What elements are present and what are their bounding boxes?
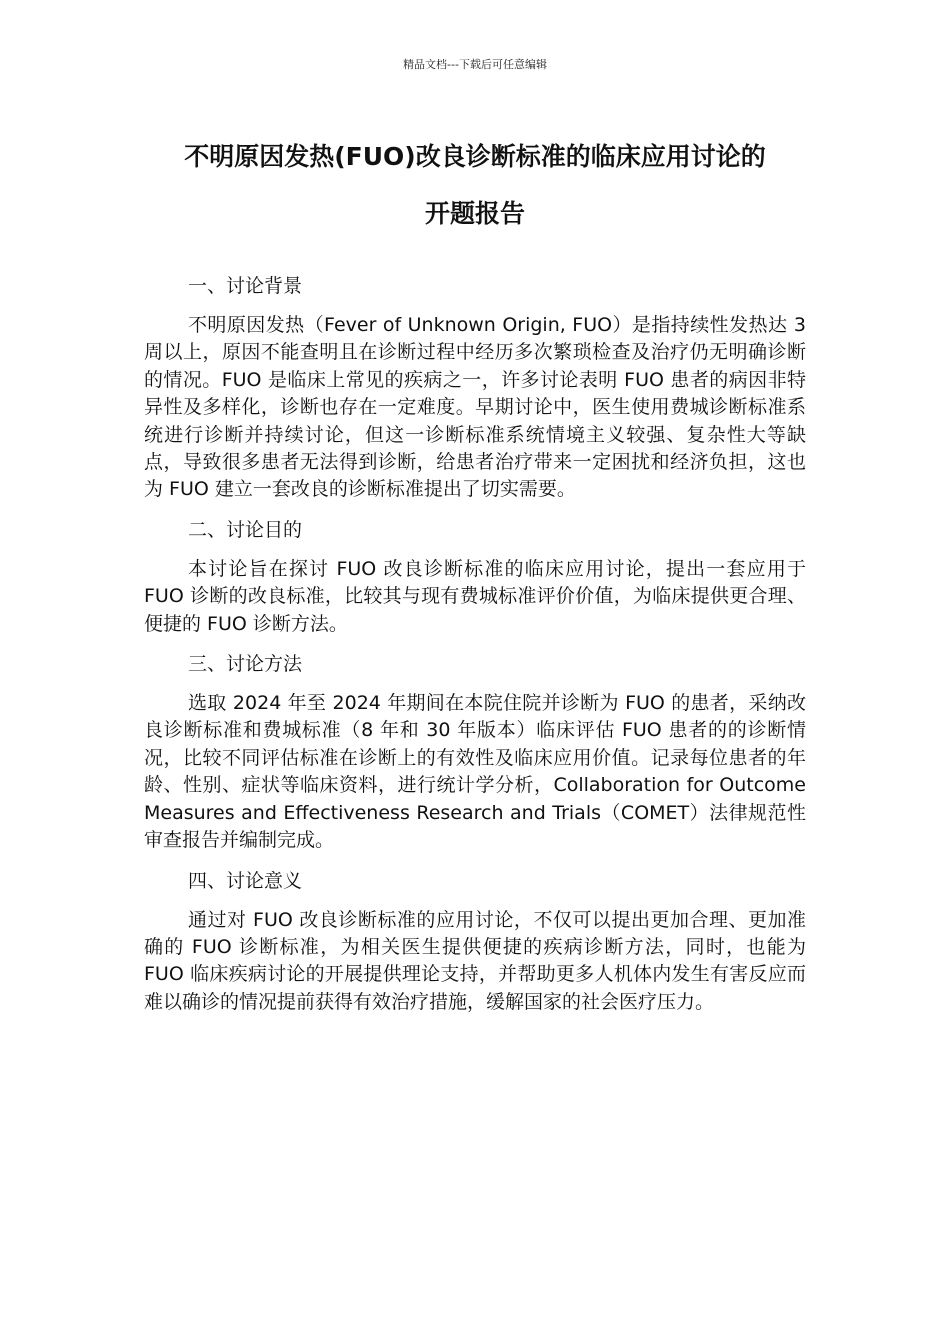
section-heading: 三、讨论方法: [188, 653, 303, 676]
page-header: 精品文档---下载后可任意编辑: [403, 58, 547, 71]
document-title-line-1: 不明原因发热(FUO)改良诊断标准的临床应用讨论的: [184, 142, 766, 171]
section-paragraph: 选取 2024 年至 2024 年期间在本院住院并诊断为 FUO 的患者，采纳改良诊断标准和费城标准（8 年和 30 年版本）临床评估 FUO 患者的的诊断情况，比较不同评估标准在诊断上的有效性及临床应用价值。记录每位患者的年龄、性别、症状等临床资料，进行统计学分析，Collaboration for Outcome Measures and Effectiveness Research and Trials（COMET）法律规范性审查报告并编制完成。: [144, 692, 806, 852]
section-significance: [144, 867, 806, 1017]
section-paragraph: 不明原因发热（Fever of Unknown Origin, FUO）是指持续性发热达 3 周以上，原因不能查明且在诊断过程中经历多次繁琐检查及治疗仍无明确诊断的情况。FUO 是临床上常见的疾病之一，许多讨论表明 FUO 患者的病因非特异性及多样化，诊断也存在一定难度。早期讨论中，医生使用费城诊断标准系统进行诊断并持续讨论，但这一诊断标准系统情境主义较强、复杂性大等缺点，导致很多患者无法得到诊断，给患者治疗带来一定困扰和经济负担，这也为 FUO 建立一套改良的诊断标准提出了切实需要。: [144, 314, 806, 501]
document-title-line-2: 开题报告: [424, 199, 525, 228]
section-paragraph: 本讨论旨在探讨 FUO 改良诊断标准的临床应用讨论，提出一套应用于 FUO 诊断的改良标准，比较其与现有费城标准评价价值，为临床提供更合理、便捷的 FUO 诊断方法。: [144, 557, 806, 635]
document-title: [130, 128, 820, 242]
section-purpose: [144, 516, 806, 638]
section-heading: 四、讨论意义: [188, 869, 303, 892]
document-body: [144, 272, 806, 1028]
section-heading: 二、讨论目的: [188, 518, 303, 541]
section-paragraph: 通过对 FUO 改良诊断标准的应用讨论，不仅可以提出更加合理、更加准确的 FUO 诊断标准，为相关医生提供便捷的疾病诊断方法，同时，也能为 FUO 临床疾病讨论的开展提供理论支持，并帮助更多人机体内发生有害反应而难以确诊的情况提前获得有效治疗措施，缓解国家的社会医疗压力。: [144, 908, 806, 1013]
section-background: [144, 272, 806, 504]
section-heading: 一、讨论背景: [188, 275, 303, 297]
section-method: [144, 650, 806, 854]
